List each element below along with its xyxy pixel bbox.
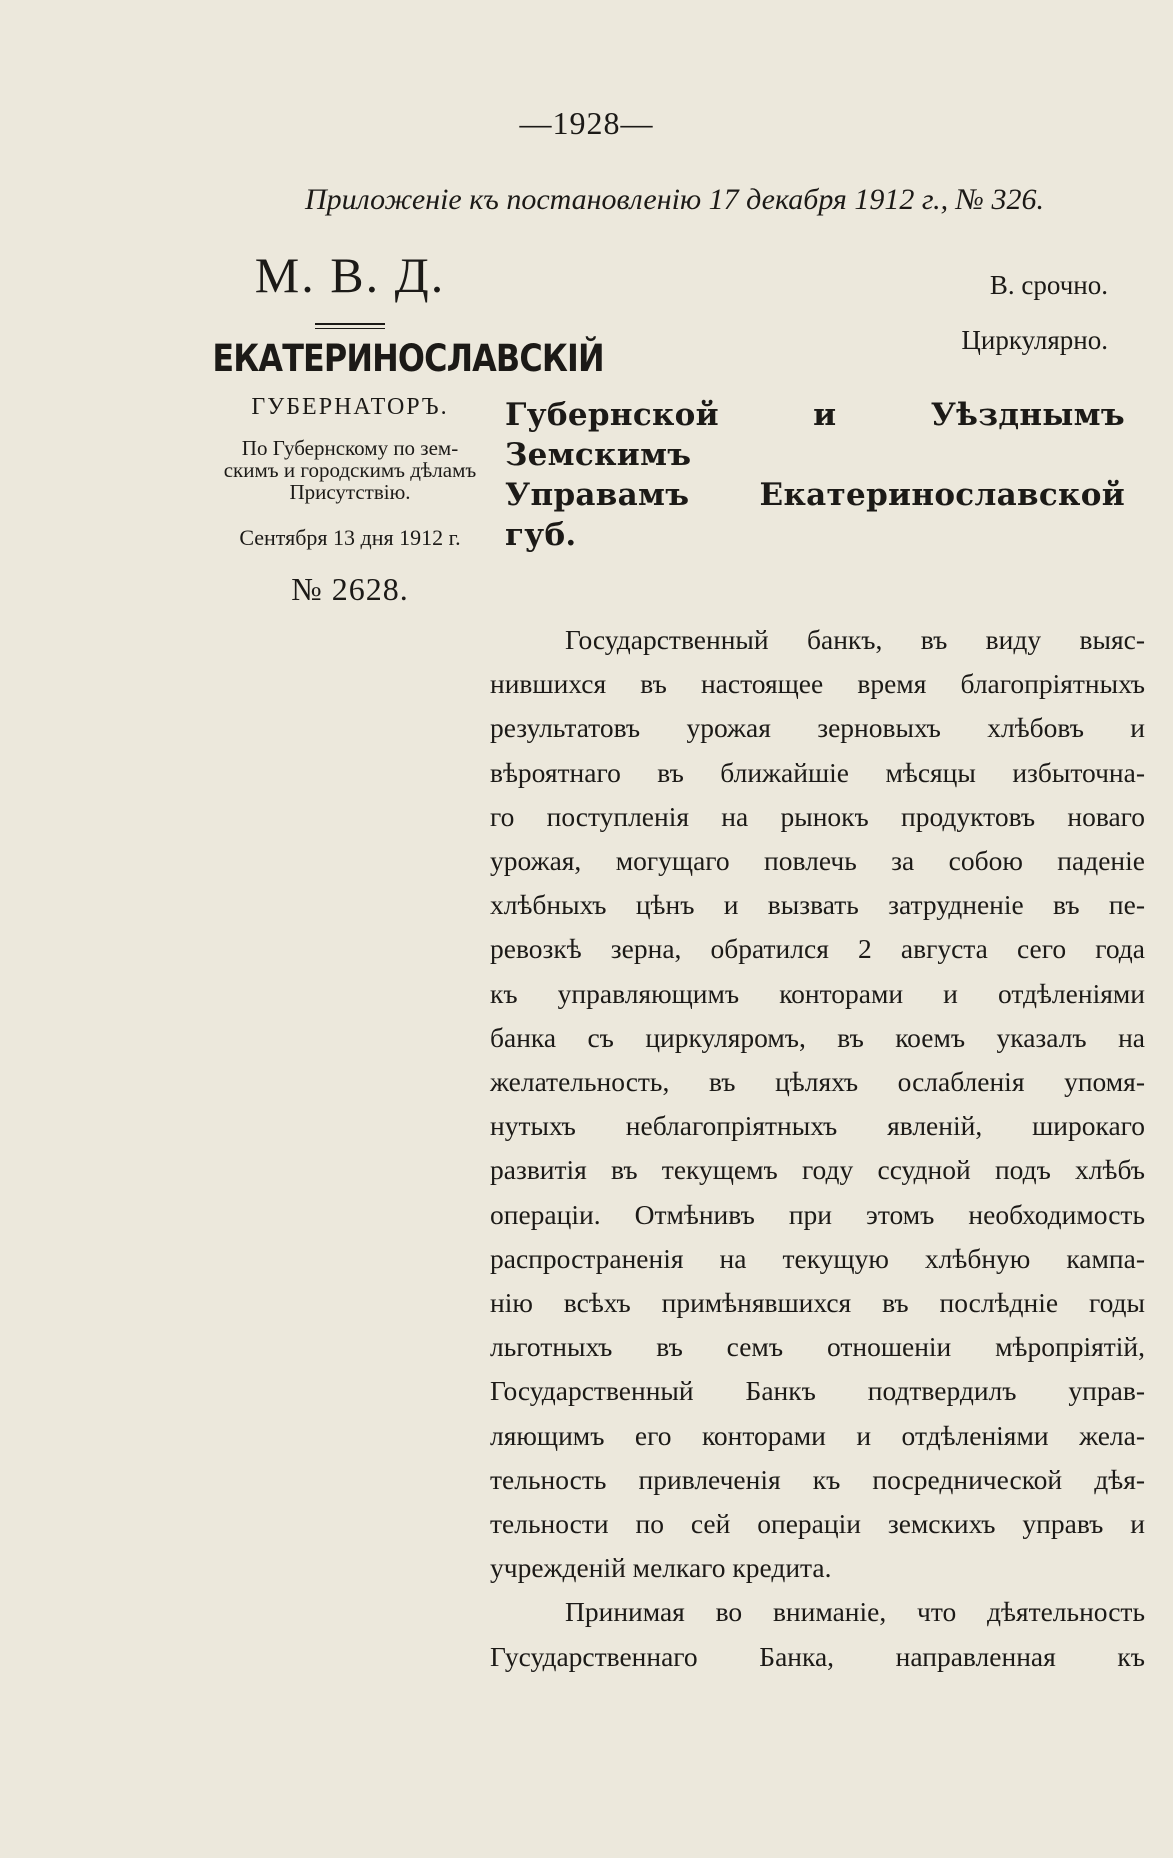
addressee-line: Управамъ Екатеринославской губ. (505, 477, 1125, 553)
addressee (505, 395, 1125, 555)
body-line: ревозкѣ зерна, обратился 2 августа сего года (490, 933, 1145, 965)
body-line: тельности по сей операцiи земскихъ управъ и (490, 1508, 1145, 1540)
letter-body (490, 618, 1145, 1679)
routing-notes (961, 258, 1108, 368)
circular-note: Циркулярно. (961, 325, 1108, 355)
body-line: льготныхъ въ семъ отношенiи мѣропрiятiй, (490, 1331, 1145, 1363)
body-line: го поступленiя на рынокъ продуктовъ новаго (490, 800, 1145, 832)
letter-date: Сентября 13 дня 1912 г. (239, 525, 461, 550)
body-line: банка съ циркуляромъ, въ коемъ указалъ на (490, 1021, 1145, 1053)
body-line: развитiя въ текущемъ году ссудной подъ хлѣбъ (490, 1154, 1145, 1186)
body-line: урожая, могущаго повлечь за собою паденiе (490, 845, 1145, 877)
letterhead-rule (315, 323, 385, 329)
addressee-line: Губернской и Уѣзднымъ Земскимъ (505, 397, 1125, 473)
body-line: къ управляющимъ конторами и отдѣленiями (490, 977, 1145, 1009)
urgency-note: В. срочно. (989, 270, 1108, 300)
body-line: распространенiя на текущую хлѣбную кампа- (490, 1242, 1145, 1274)
body-line: ляющимъ его конторами и отдѣленiями жела- (490, 1419, 1145, 1451)
letter-number: № 2628. (291, 571, 409, 607)
body-line: операцiи. Отмѣнивъ при этомъ необходимость (490, 1198, 1145, 1230)
appendix-heading: Приложенiе къ постановленiю 17 декабря 1912 г., № 326. (305, 183, 1044, 216)
body-line: Принимая во вниманiе, что дѣятельность (565, 1596, 1145, 1628)
body-line: Государственный банкъ, въ виду выяс- (565, 624, 1145, 655)
body-line: тельность привлеченiя къ посреднической дѣя- (490, 1463, 1145, 1495)
governor-label: ГУБЕРНАТОРЪ. (251, 394, 449, 420)
body-line: результатовъ урожая зерновыхъ хлѣбовъ и (490, 712, 1145, 744)
body-line: вѣроятнаго въ ближайшiе мѣсяцы избыточна- (490, 756, 1145, 788)
governor-title: ЕКАТЕРИНОСЛАВСКIЙ (212, 337, 604, 380)
department-line: скимъ и городскимъ дѣламъ (223, 458, 477, 482)
letterhead (190, 245, 604, 608)
department-line: Присутствiю. (289, 480, 411, 504)
body-line: нiю всѣхъ примѣнявшихся въ послѣднiе годы (490, 1287, 1145, 1319)
body-line: нившихся въ настоящее время благопрiятныхъ (490, 668, 1145, 700)
body-line: желательность, въ цѣляхъ ослабленiя упомя- (490, 1066, 1145, 1098)
body-line: учрежденiй мелкаго кредита. (490, 1552, 832, 1584)
page-number: —1928— (519, 105, 654, 141)
body-line: хлѣбныхъ цѣнъ и вызвать затрудненiе въ пе- (490, 889, 1145, 921)
body-line: нутыхъ неблагопрiятныхъ явленiй, широкаго (490, 1110, 1145, 1142)
department-line: По Губернскому по зем- (241, 436, 459, 460)
body-line: Государственный Банкъ подтвердилъ управ- (490, 1375, 1145, 1407)
ministry-abbreviation: М. В. Д. (254, 247, 446, 303)
department (190, 437, 510, 503)
body-line: Гусударственнаго Банка, направленная къ (490, 1640, 1145, 1672)
